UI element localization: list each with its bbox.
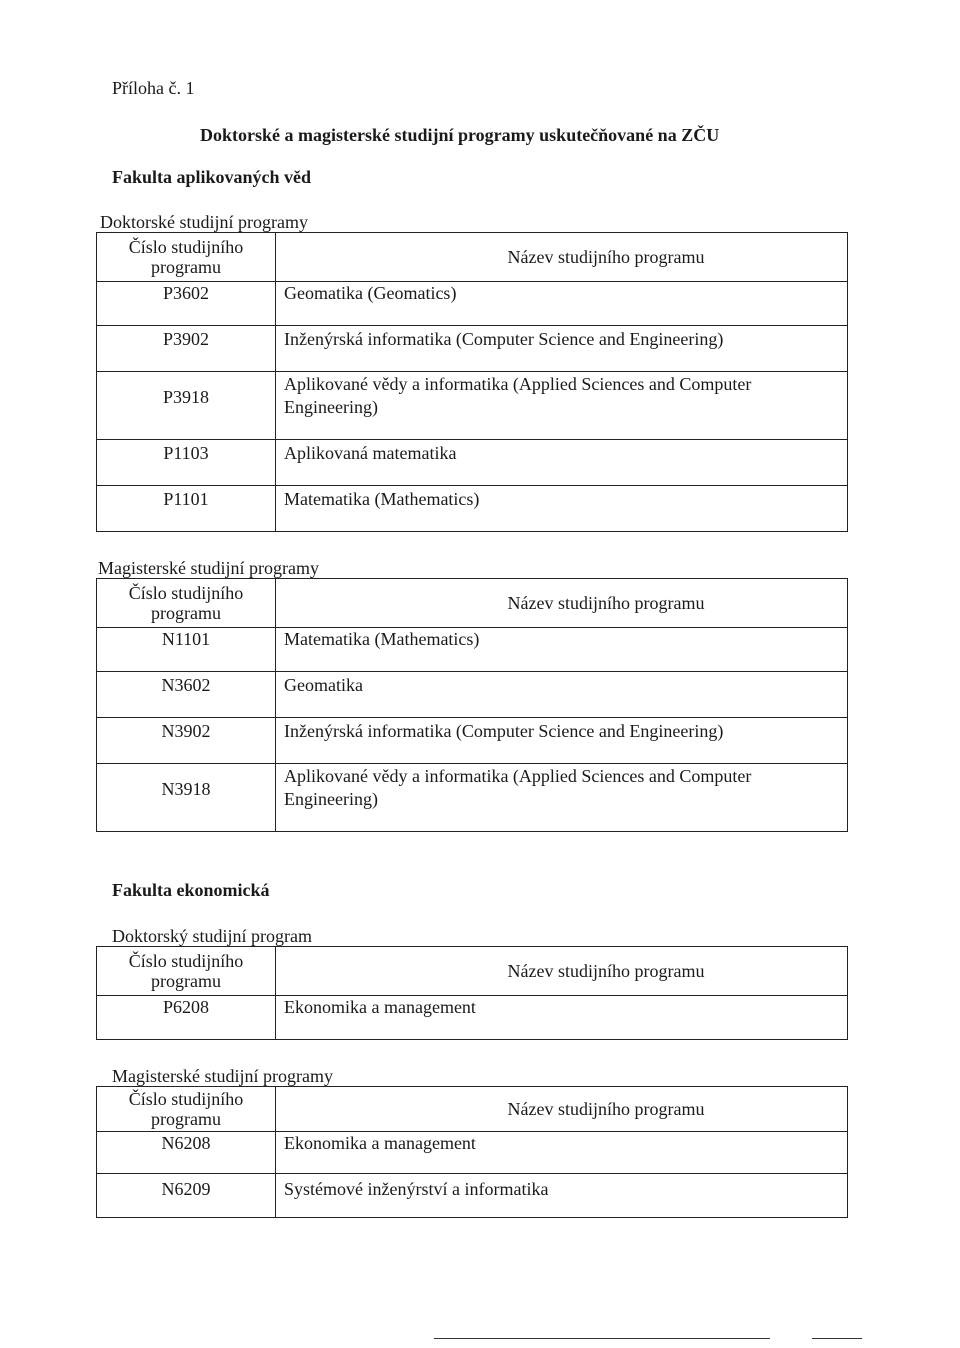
table-row-code: P3902: [162, 329, 209, 349]
table-row-code: N6209: [161, 1179, 211, 1199]
footer-rule: [434, 1338, 770, 1339]
table-row-name: Ekonomika a management: [284, 1133, 476, 1153]
header-code-cell: [97, 583, 275, 623]
table-fav-master: [96, 578, 848, 832]
row-divider: [97, 627, 847, 628]
table-row-name: Aplikovaná matematika: [284, 443, 457, 463]
header-code-cell: [97, 951, 275, 991]
table-row-code: P1101: [163, 489, 209, 509]
table-row-name: Geomatika (Geomatics): [284, 283, 457, 303]
document-title: Doktorské a magisterské studijní programy uskutečňované na ZČU: [200, 125, 720, 145]
faculty-heading-economics: Fakulta ekonomická: [112, 880, 270, 900]
table-row-code: P1103: [163, 443, 209, 463]
table-row-code: N3602: [161, 675, 211, 695]
table-row-name: Matematika (Mathematics): [284, 629, 480, 649]
table-row-name: Geomatika: [284, 675, 363, 695]
header-code-line1: Číslo studijního: [128, 583, 244, 603]
table-row-name: Aplikované vědy a informatika (Applied Sciences and Computer Engineering): [284, 766, 752, 809]
table-fav-doctoral: [96, 232, 848, 532]
table-row-code: N1101: [161, 629, 211, 649]
table-caption-fek-master: Magisterské studijní programy: [112, 1066, 333, 1086]
row-divider: [97, 281, 275, 282]
column-divider: [275, 233, 276, 531]
row-divider: [97, 763, 847, 764]
table-row-name: Aplikované vědy a informatika (Applied Sciences and Computer Engineering): [284, 374, 752, 417]
table-row-name: Systémové inženýrství a informatika: [284, 1179, 549, 1199]
table-row-name: Inženýrská informatika (Computer Science and Engineering): [284, 329, 724, 349]
header-code-cell: [97, 237, 275, 277]
row-divider: [97, 325, 847, 326]
header-name-cell: Název studijního programu: [507, 247, 705, 267]
table-row-name: Matematika (Mathematics): [284, 489, 480, 509]
header-code-line1: Číslo studijního: [128, 951, 244, 971]
column-divider: [275, 579, 276, 831]
header-name-cell: Název studijního programu: [507, 593, 705, 613]
table-fek-master: [96, 1086, 848, 1218]
table-row-code: N3918: [161, 779, 211, 799]
row-divider: [97, 671, 847, 672]
row-divider: [275, 281, 847, 282]
table-row-code: P3918: [162, 387, 209, 407]
header-code-line2: programu: [151, 1109, 221, 1129]
row-divider: [97, 1131, 847, 1132]
header-name-cell: Název studijního programu: [507, 961, 705, 981]
row-divider: [97, 485, 847, 486]
table-row-code: P3602: [162, 283, 209, 303]
table-fek-doctoral: [96, 946, 848, 1040]
table-row-name: Ekonomika a management: [284, 997, 476, 1017]
table-row-name: Inženýrská informatika (Computer Science and Engineering): [284, 721, 724, 741]
appendix-label: Příloha č. 1: [112, 78, 195, 98]
header-code-line1: Číslo studijního: [128, 1089, 244, 1109]
row-divider: [97, 371, 847, 372]
header-code-line1: Číslo studijního: [128, 237, 244, 257]
table-row-code: N6208: [161, 1133, 211, 1153]
table-caption-fav-doctoral: Doktorské studijní programy: [100, 212, 308, 232]
table-caption-fek-doctoral: Doktorský studijní program: [112, 926, 312, 946]
row-divider: [97, 1173, 847, 1174]
row-divider: [97, 995, 847, 996]
row-divider: [97, 717, 847, 718]
faculty-heading-applied-sciences: Fakulta aplikovaných věd: [112, 167, 312, 187]
header-code-line2: programu: [151, 603, 221, 623]
header-code-line2: programu: [151, 257, 221, 277]
footer-rule: [812, 1338, 862, 1339]
row-divider: [97, 439, 847, 440]
header-code-line2: programu: [151, 971, 221, 991]
table-caption-fav-master: Magisterské studijní programy: [98, 558, 319, 578]
table-row-code: P6208: [162, 997, 209, 1017]
header-code-cell: [97, 1089, 275, 1129]
table-row-code: N3902: [161, 721, 211, 741]
header-name-cell: Název studijního programu: [507, 1099, 705, 1119]
